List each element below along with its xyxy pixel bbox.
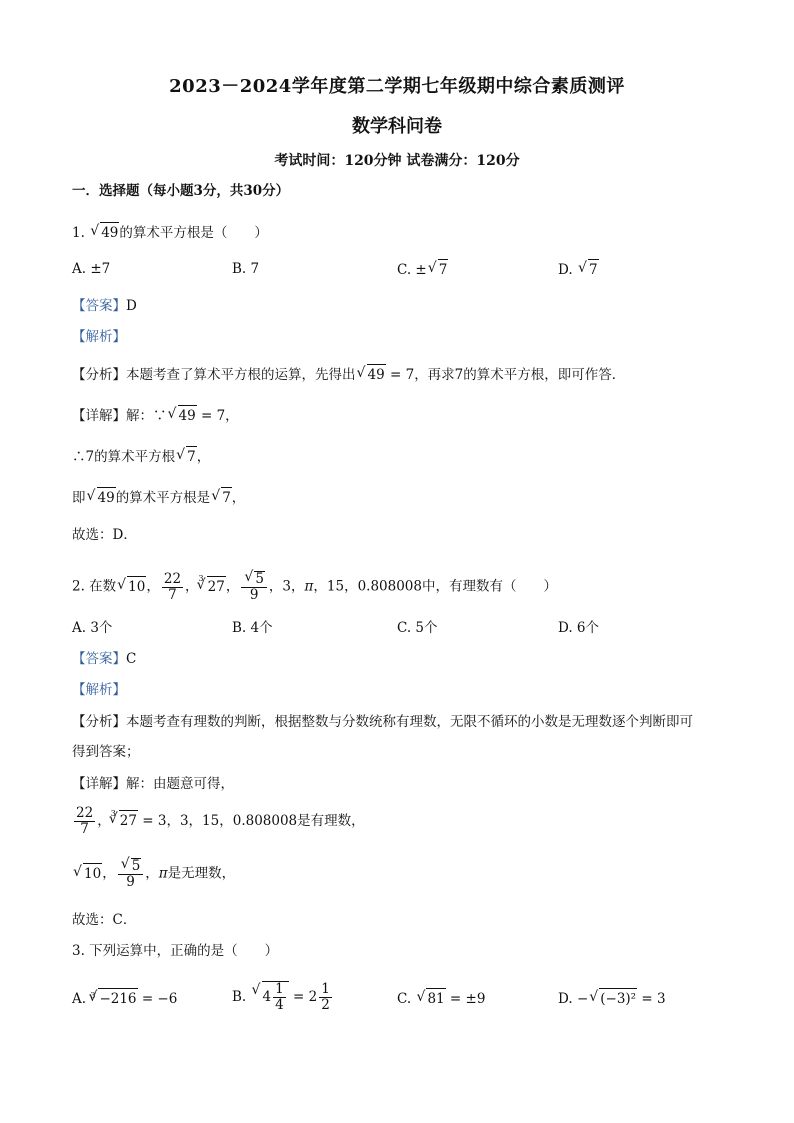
exam-title: 2023－2024学年度第二学期七年级期中综合素质测评 [169,76,625,97]
q3-option-a: A. 3√ −216 = −6 [72,988,177,1009]
q2-option-a: A. 3个 [72,620,113,636]
q2-analysis-tag: 【解析】 [72,682,126,698]
q2-option-c: C. 5个 [397,620,438,636]
q1-option-a: A. ±7 [72,261,111,277]
q1-choose: 故选：D． [72,527,137,543]
q2-rational-line: $\frac{22}{7}$ ，3√ 27 = 3，3，15，0.808008是有理数， [72,806,365,837]
q1-detail: 【详解】解：∵√ 49 = 7， [72,405,239,426]
q3-option-c: C. √ 81 = ±9 [397,988,485,1009]
section-heading: 一．选择题（每小题3分，共30分） [72,183,290,199]
q1-fenxi: 【分析】本题考查了算术平方根的运算，先得出√ 49 = 7，再求7的算术平方根，即可作答． [72,364,625,385]
q1-answer: 【答案】D [72,298,137,314]
q3-stem: 3. 下列运算中，正确的是（ ） [72,943,279,959]
q2-option-d: D. 6个 [558,620,600,636]
exam-info: 考试时间：120分钟 试卷满分：120分 [274,153,520,169]
q2-fenxi-line2: 得到答案； [72,744,140,760]
q1-option-c: C. ±√ 7 [397,259,448,280]
q2-option-b: B. 4个 [232,620,273,636]
q2-stem: 2. 在数√ 10， $\frac{22}{7}$ ，3√ 27， √ $\frac{5}{9}$ ，3，π，15，0.808008中，有理数有（ ） [72,571,557,603]
q2-choose: 故选：C． [72,912,137,928]
q1-option-d: D. √ 7 [558,259,599,280]
exam-subtitle: 数学科问卷 [352,116,442,137]
q1-option-b: B. 7 [232,261,260,277]
q1-detail-line2: ∴7的算术平方根√ 7， [72,446,210,467]
q3-option-b: B. √ 4 $\frac{1}{4}$ = 2 $\frac{1}{2}$ [232,981,334,1013]
sqrt-49: √ 49 [90,222,119,243]
q1-stem: 1. √ 49的算术平方根是（ ） [72,222,268,243]
q2-detail: 【详解】解：由题意可得， [72,776,234,792]
q2-irrational-line: √ 10， √ $\frac{5}{9}$ ，π是无理数， [72,858,235,890]
q1-detail-line3: 即√ 49的算术平方根是√ 7， [72,487,245,508]
q2-fenxi: 【分析】本题考查有理数的判断，根据整数与分数统称有理数，无限不循环的小数是无理数逐个判断即可 [72,714,693,730]
q1-analysis-tag: 【解析】 [72,329,126,345]
q2-answer: 【答案】C [72,651,137,667]
q3-option-d: D. −√ (−3)² = 3 [558,988,666,1009]
